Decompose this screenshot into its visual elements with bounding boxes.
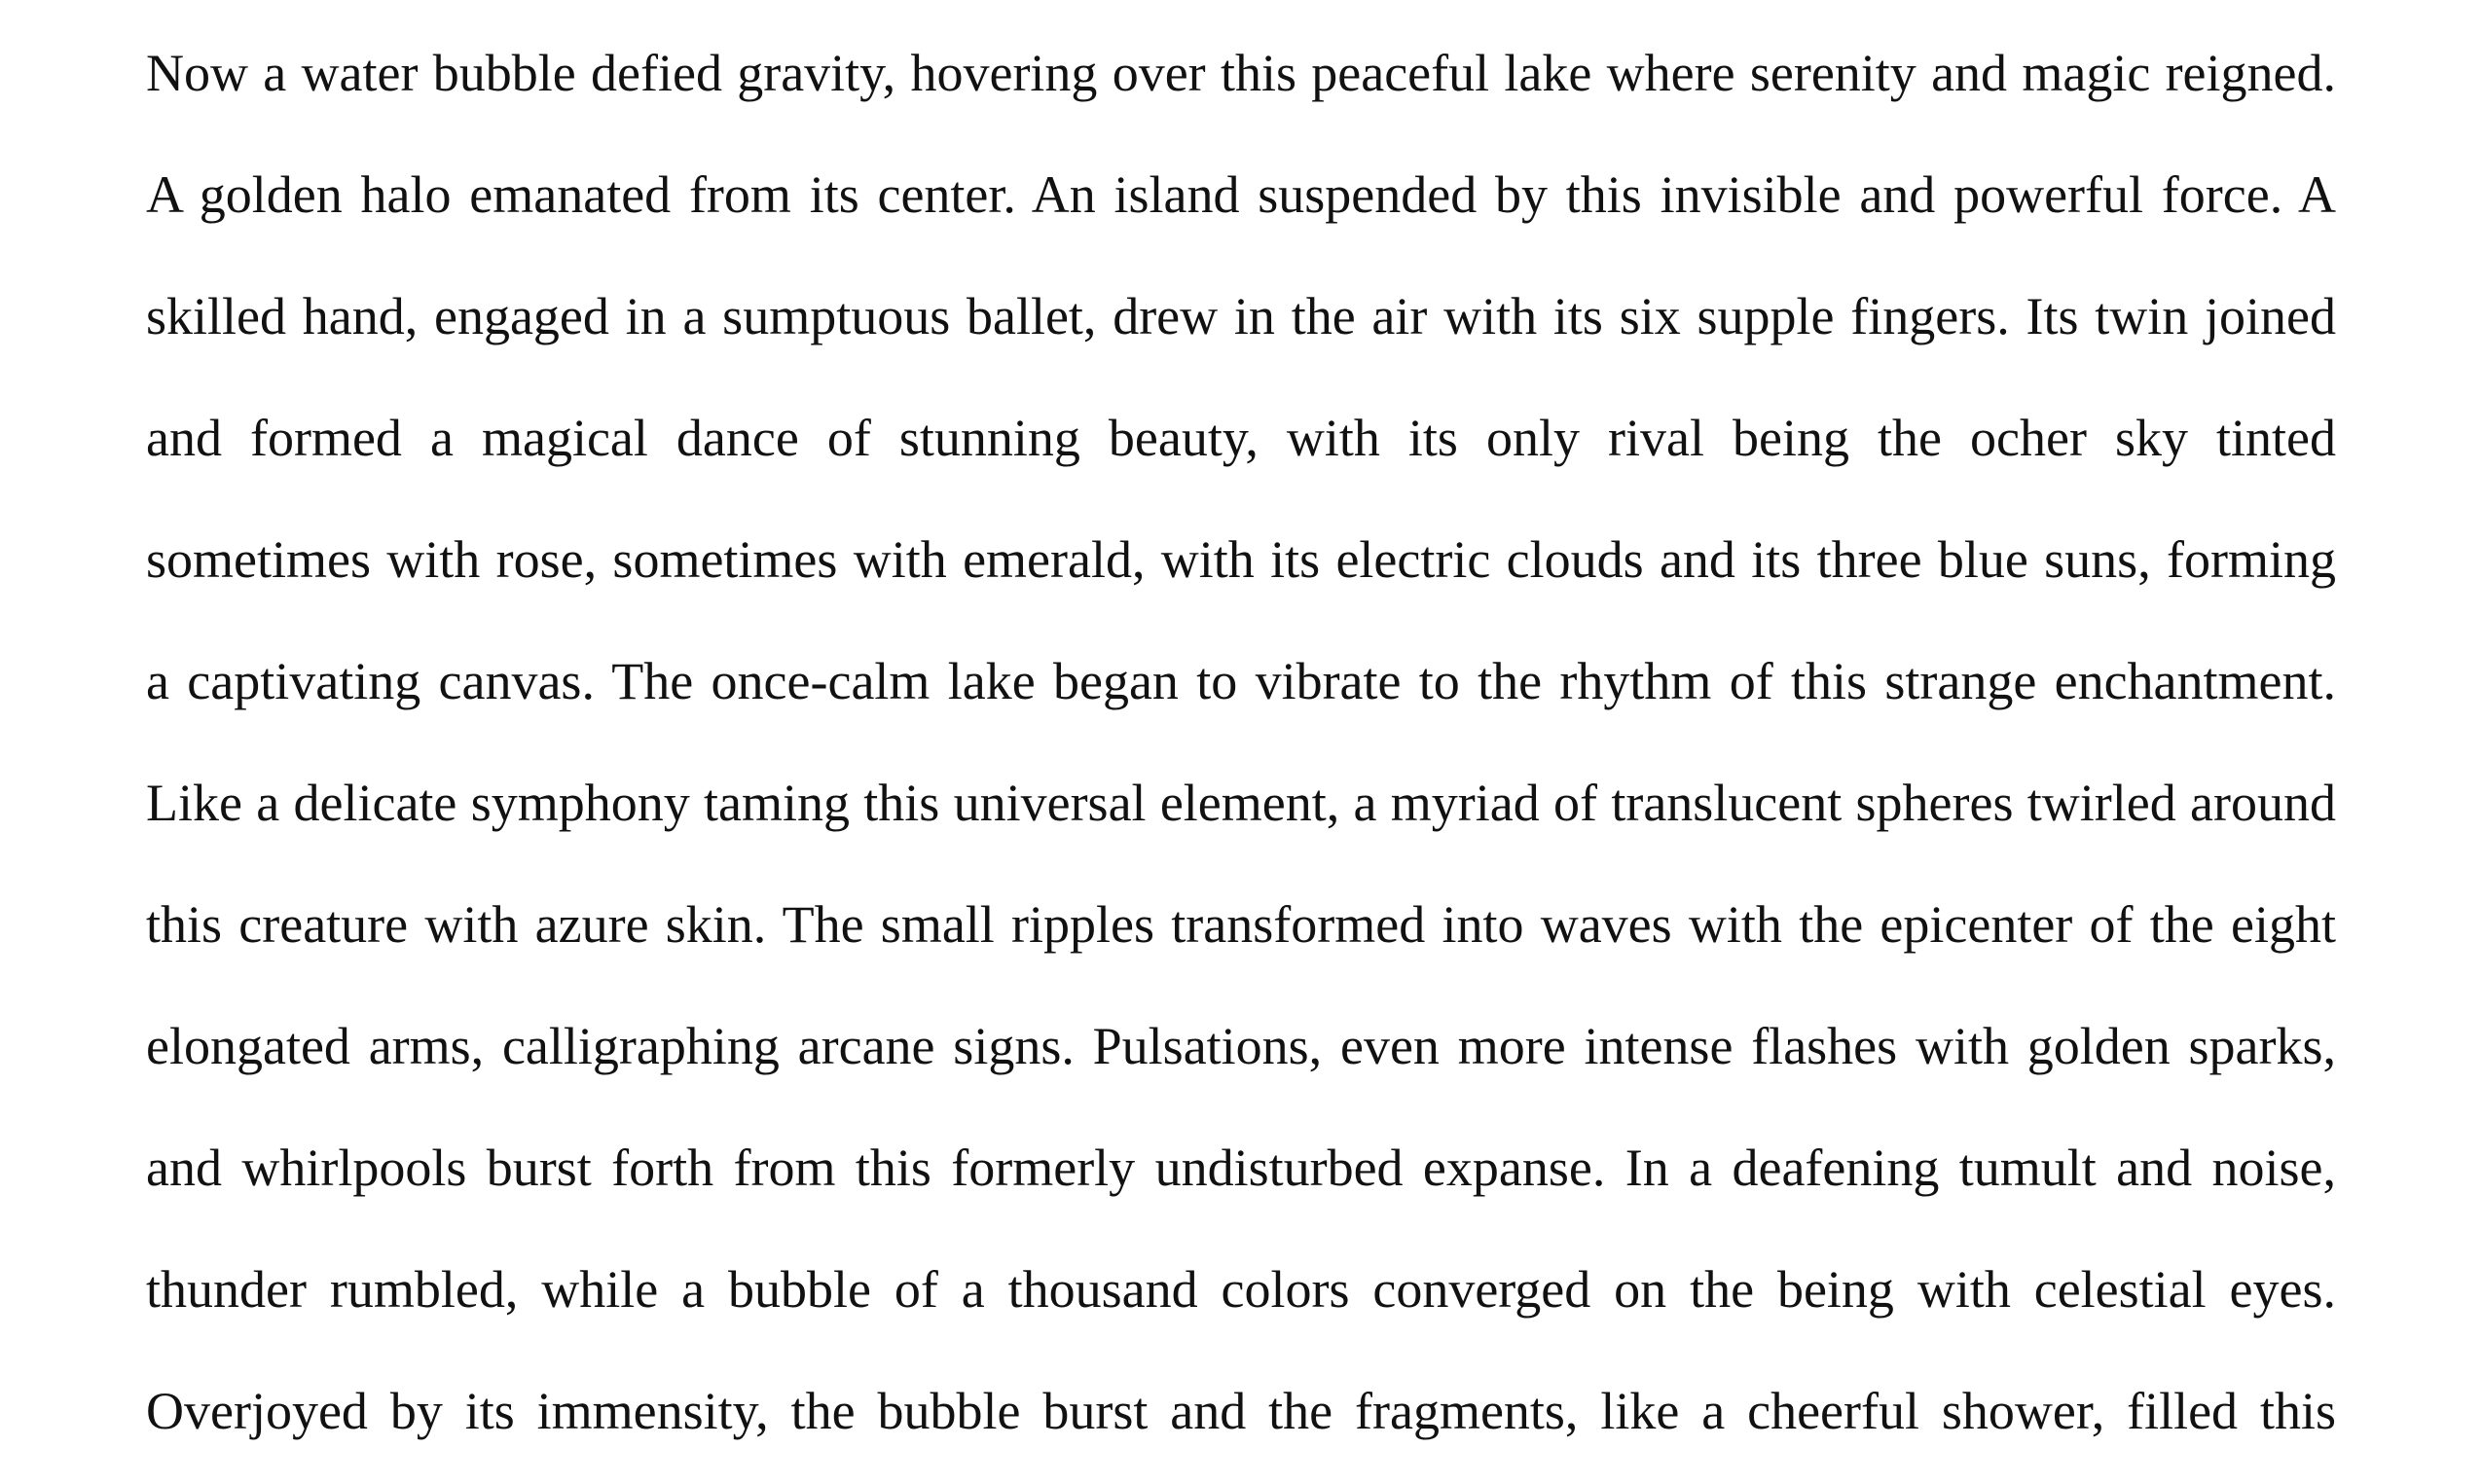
body-paragraph bbox=[146, 0, 2336, 1460]
text-line: Now a water bubble defied gravity, hovering over this peaceful lake where serenity and magic reigned. bbox=[146, 44, 2336, 102]
text-line: a captivating canvas. The once-calm lake began to vibrate to the rhythm of this strange enchantment. bbox=[146, 652, 2336, 710]
text-line: and whirlpools burst forth from this formerly undisturbed expanse. In a deafening tumult and noise, bbox=[146, 1139, 2336, 1197]
text-line: elongated arms, calligraphing arcane signs. Pulsations, even more intense flashes with golden sparks, bbox=[146, 1017, 2336, 1075]
text-line: A golden halo emanated from its center. An island suspended by this invisible and powerful force. A bbox=[146, 165, 2336, 224]
text-line: and formed a magical dance of stunning beauty, with its only rival being the ocher sky tinted bbox=[146, 409, 2336, 467]
text-line: skilled hand, engaged in a sumptuous ballet, drew in the air with its six supple fingers. Its twin joined bbox=[146, 287, 2336, 345]
text-line: Overjoyed by its immensity, the bubble burst and the fragments, like a cheerful shower, filled this bbox=[146, 1382, 2336, 1440]
text-line: thunder rumbled, while a bubble of a thousand colors converged on the being with celestial eyes. bbox=[146, 1260, 2336, 1319]
text-line: sometimes with rose, sometimes with emerald, with its electric clouds and its three blue suns, forming bbox=[146, 530, 2336, 589]
text-line: Like a delicate symphony taming this universal element, a myriad of translucent spheres twirled around bbox=[146, 774, 2336, 832]
text-line: this creature with azure skin. The small ripples transformed into waves with the epicenter of the eight bbox=[146, 895, 2336, 954]
